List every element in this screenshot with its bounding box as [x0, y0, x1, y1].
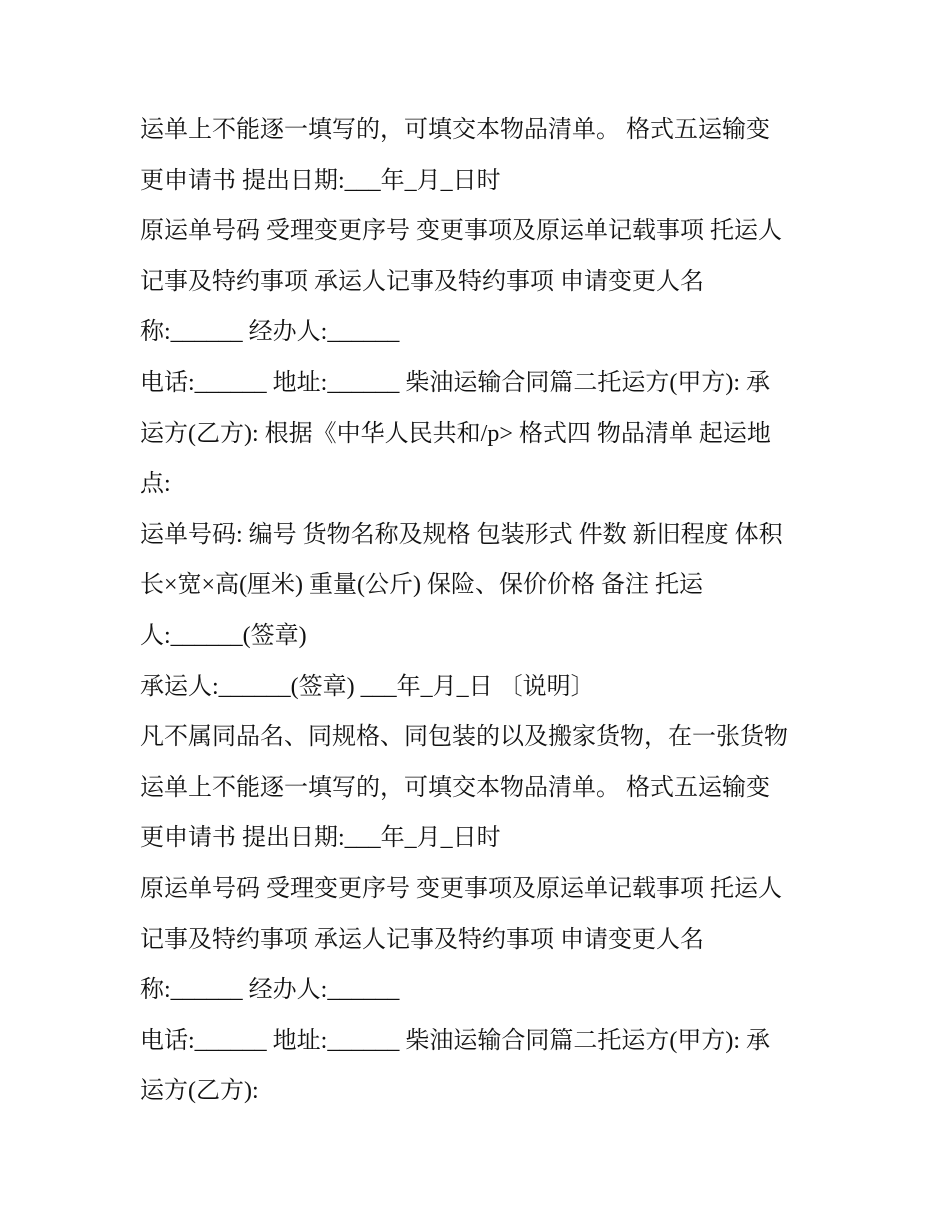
text-line: 运单号码: 编号 货物名称及规格 包装形式 件数 新旧程度 体积: [140, 521, 783, 548]
text-line: 长×宽×高(厘米) 重量(公斤) 保险、保价价格 备注 托运: [140, 572, 704, 599]
document-body: [140, 105, 840, 1117]
text-line: 称:______ 经办人:______: [140, 977, 400, 1004]
text-line: 承运人:______(签章) ___年_月_日 〔说明〕: [140, 673, 595, 700]
text-line: 记事及特约事项 承运人记事及特约事项 申请变更人名: [140, 926, 704, 953]
text-line: 运单上不能逐一填写的，可填交本物品清单。 格式五运输变: [140, 117, 770, 143]
text-line: 点:: [140, 471, 171, 498]
text-line: 更申请书 提出日期:___年_月_日时: [140, 167, 501, 194]
text-line: 运单上不能逐一填写的，可填交本物品清单。 格式五运输变: [140, 774, 770, 801]
text-line: 原运单号码 受理变更序号 变更事项及原运单记载事项 托运人: [140, 875, 782, 902]
text-line: 运方(乙方):: [140, 1078, 259, 1105]
text-line: 原运单号码 受理变更序号 变更事项及原运单记载事项 托运人: [140, 218, 782, 245]
text-line: 更申请书 提出日期:___年_月_日时: [140, 825, 501, 852]
text-line: 电话:______ 地址:______ 柴油运输合同篇二托运方(甲方): 承: [140, 369, 770, 396]
text-line: 凡不属同品名、同规格、同包装的以及搬家货物，在一张货物: [140, 724, 788, 751]
text-line: 人:______(签章): [140, 622, 307, 649]
text-line: 运方(乙方): 根据《中华人民共和/p> 格式四 物品清单 起运地: [140, 420, 771, 447]
text-line: 记事及特约事项 承运人记事及特约事项 申请变更人名: [140, 268, 704, 295]
text-line: 称:______ 经办人:______: [140, 319, 400, 346]
text-line: 电话:______ 地址:______ 柴油运输合同篇二托运方(甲方): 承: [140, 1027, 770, 1054]
